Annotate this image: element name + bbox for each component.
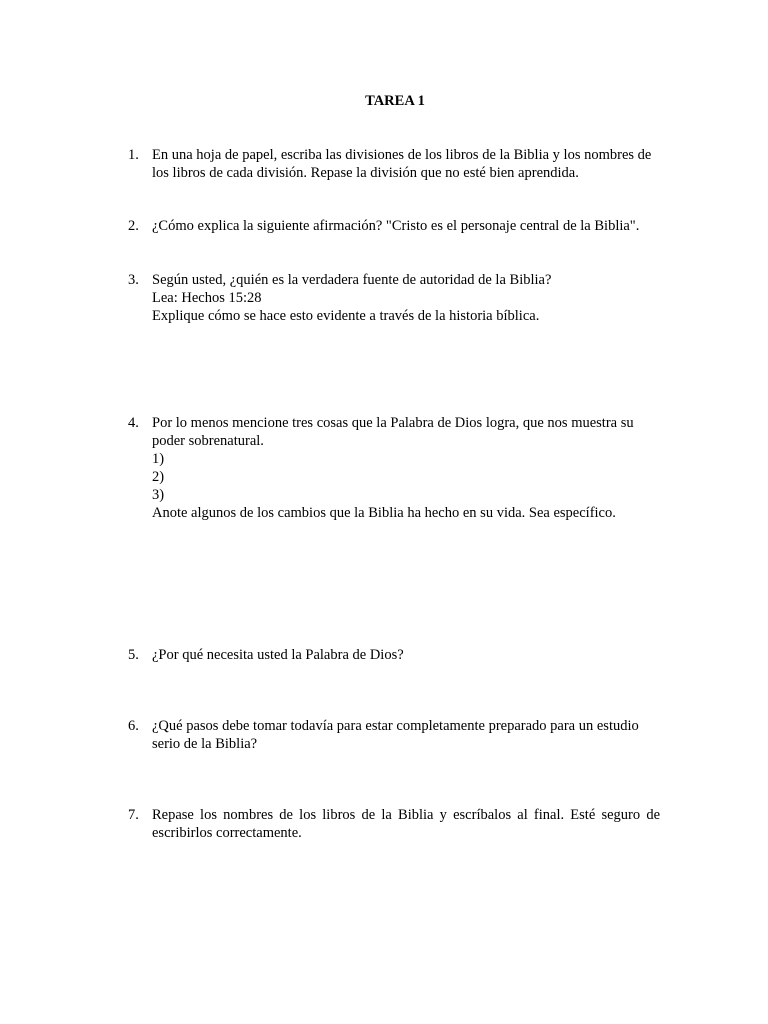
question-subline: Lea: Hechos 15:28 (152, 290, 262, 306)
question-text: Por lo menos mencione tres cosas que la Palabra de Dios logra, que nos muestra su poder sobrenatural. (152, 415, 634, 449)
question-text: Repase los nombres de los libros de la Biblia y escríbalos al final. Esté seguro de escribirlos correctamente. (152, 807, 660, 841)
question-text: ¿Cómo explica la siguiente afirmación? "Cristo es el personaje central de la Biblia". (152, 218, 640, 234)
question-number: 4. (128, 415, 139, 431)
question-text: Según usted, ¿quién es la verdadera fuente de autoridad de la Biblia? (152, 272, 552, 288)
question-text: En una hoja de papel, escriba las divisiones de los libros de la Biblia y los nombres de los libros de cada división. Repase la división que no esté bien aprendida. (152, 147, 652, 181)
question-7 (128, 806, 660, 842)
question-number: 7. (128, 807, 139, 823)
question-text: ¿Por qué necesita usted la Palabra de Dios? (152, 647, 404, 663)
question-number: 3. (128, 272, 139, 288)
question-2 (128, 217, 660, 235)
question-number: 1. (128, 147, 139, 163)
question-1 (128, 146, 660, 182)
question-subline: Explique cómo se hace esto evidente a través de la historia bíblica. (152, 308, 540, 324)
question-5 (128, 646, 660, 664)
question-3 (128, 271, 660, 325)
question-number: 6. (128, 718, 139, 734)
answer-line-1: 1) (152, 451, 165, 467)
question-number: 5. (128, 647, 139, 663)
question-number: 2. (128, 218, 139, 234)
question-4 (128, 414, 660, 522)
question-text: ¿Qué pasos debe tomar todavía para estar completamente preparado para un estudio serio de la Biblia? (152, 718, 639, 752)
question-6 (128, 717, 660, 753)
answer-line-3: 3) (152, 487, 165, 503)
answer-line-2: 2) (152, 469, 165, 485)
question-subline: Anote algunos de los cambios que la Biblia ha hecho en su vida. Sea específico. (152, 505, 616, 521)
page-title: TAREA 1 (365, 93, 425, 109)
